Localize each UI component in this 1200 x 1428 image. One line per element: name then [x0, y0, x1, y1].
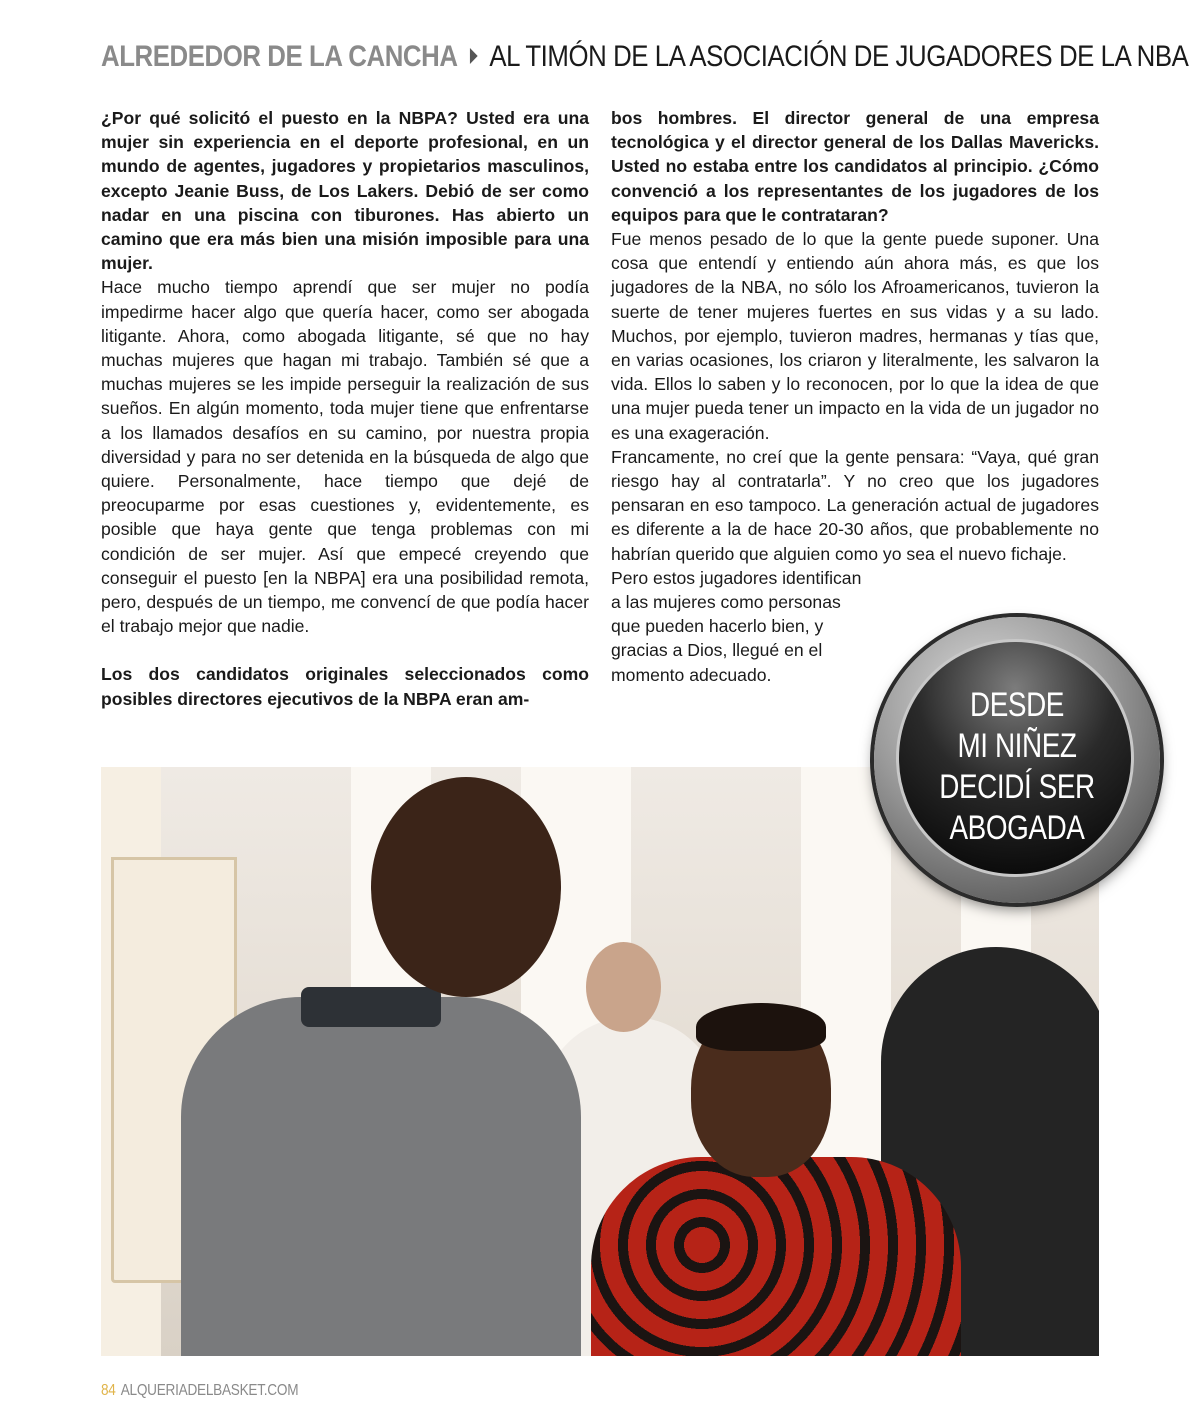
- answer-1: Hace mucho tiempo aprendí que ser mujer no podía impedirme hacer algo que quería hacer, como ser abogada litigante. Ahora, como abogada litigante, sé que no hay muchas mujeres que hagan mi trabajo. También sé que a muchas mujeres se les impide perseguir la realización de sus sueños. En algún momento, toda mujer tiene que enfrentarse a los llamados desafíos en su camino, por nuestra propia diversidad y para no ser detenida en la búsqueda de algo que quiere. Personalmente, hace tiempo que dejé de preocuparme por esas cuestiones y, evidentemente, es posible que haya gente que tenga problemas con mi condición de ser mujer. Así que empecé creyendo que conseguir el puesto [en la NBPA] era una posibilidad remota, pero, después de un tiempo, me convencí de que podía hacer el trabajo mejor que nadie.: [101, 277, 589, 637]
- answer-2-paragraph-1: Fue menos pesado de lo que la gente puede suponer. Una cosa que entendí y entiendo aún ahora más, es que los jugadores de la NBA, no sólo los Afroamericanos, tuvieron la suerte de tener mujeres fuertes en sus vidas y a su lado. Muchos, por ejemplo, tuvieron madres, hermanas y tías que, en varias ocasiones, los criaron y literalmente, les salvaron la vida. Ellos lo saben y lo reconocen, por lo que la idea de que una mujer pueda tener un impacto en la vida de un jugador no es una exageración.: [611, 229, 1099, 443]
- pull-quote-line: DESDE: [969, 686, 1064, 724]
- article-title: AL TIMÓN DE LA ASOCIACIÓN DE JUGADORES DE LA NBA: [489, 40, 1189, 73]
- page-footer: [101, 1382, 298, 1400]
- pull-quote-line: DECIDÍ SER: [939, 768, 1095, 806]
- answer-line: momento adecuado.: [611, 664, 772, 685]
- question-2-end: bos hombres. El director general de una empresa tecnológica y el director general de los Dallas Mavericks. Usted no estaba entre los candidatos al principio. ¿Cómo convenció a los representantes de los jugadores de los equipos para que le contrataran?: [611, 108, 1099, 225]
- caret-right-icon: [470, 48, 478, 64]
- woman-figure: [591, 1157, 961, 1356]
- player-head: [371, 777, 561, 997]
- player-figure: [181, 997, 581, 1356]
- answer-2-paragraph-2: Francamente, no creí que la gente pensara: “Vaya, qué gran riesgo hay al contratarla”. Y no creo que los jugadores pensaran en eso tampoco. La generación actual de jugadores es diferente a la de hace 20-30 años, que probablemente no habrían querido que alguien como yo sea el nuevo fichaje.: [611, 446, 1099, 564]
- site-url: ALQUERIADELBASKET.COM: [120, 1382, 299, 1399]
- section-label: ALREDEDOR DE LA CANCHA: [101, 40, 458, 73]
- answer-line: Pero estos jugadores identifican: [611, 567, 862, 588]
- pull-quote-line: MI NIÑEZ: [957, 727, 1077, 765]
- answer-line: que pueden hacerlo bien, y: [611, 616, 824, 637]
- question-2-start: Los dos candidatos originales seleccionados como posibles directores ejecutivos de la NBPA eran am-: [101, 664, 589, 709]
- page-number: 84: [101, 1382, 116, 1399]
- pull-quote-line: ABOGADA: [949, 809, 1085, 847]
- question-1: ¿Por qué solicitó el puesto en la NBPA? Usted era una mujer sin experiencia en el deporte profesional, en un mundo de agentes, jugadores y propietarios masculinos, excepto Jeanie Buss, de Los Lakers. Debió de ser como nadar en una piscina con tiburones. Has abierto un camino que era más bien una misión imposible para una mujer.: [101, 108, 589, 274]
- pull-quote-text: [900, 685, 1135, 849]
- right-column: [611, 106, 1099, 687]
- pull-quote-badge: [874, 617, 1160, 903]
- page-header: [101, 40, 1189, 74]
- answer-line: gracias a Dios, llegué en el: [611, 640, 823, 661]
- left-column: [101, 106, 589, 711]
- answer-line: a las mujeres como personas: [611, 592, 841, 613]
